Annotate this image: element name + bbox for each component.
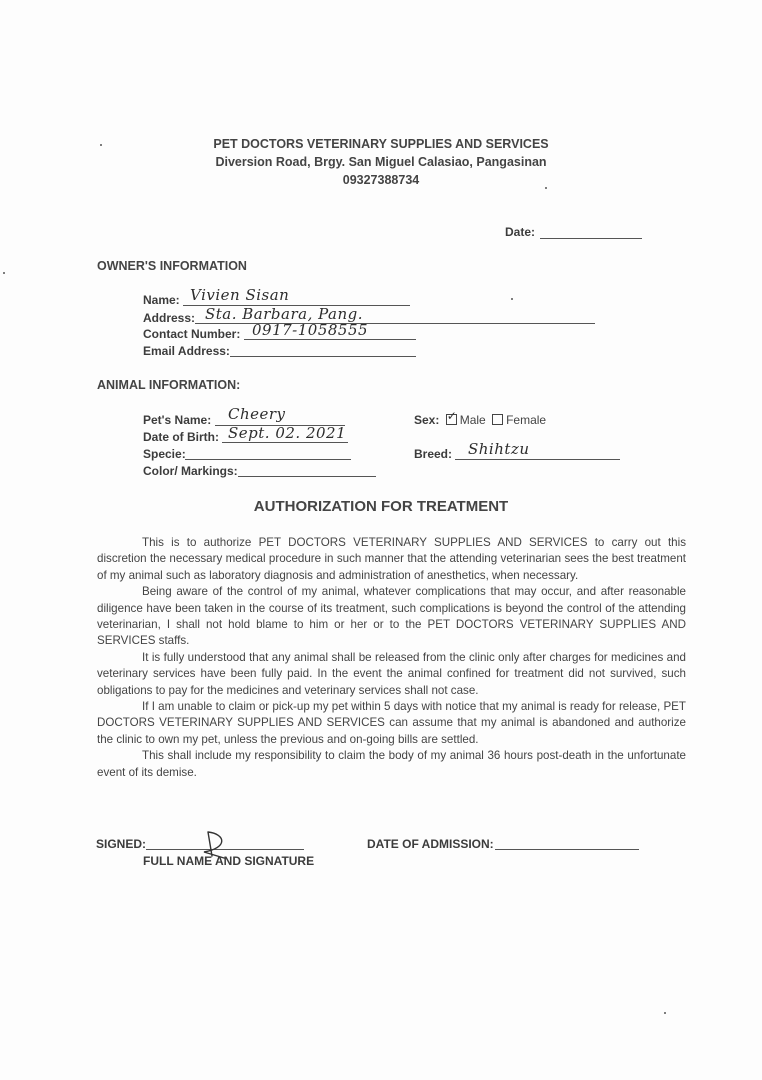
admission-date-label: DATE OF ADMISSION: (367, 837, 494, 851)
scan-speck (545, 187, 547, 189)
authorization-paragraph: It is fully understood that any animal shall be released from the clinic only after charges for medicines and veterinary services have been fully paid. In the event the animal confined for treatment did not survived, such obligations to pay for the medicines and veterinary services shall not case. (97, 650, 686, 697)
scan-speck (3, 272, 5, 274)
dob-label: Date of Birth: (143, 430, 219, 444)
pet-name-label: Pet's Name: (143, 413, 212, 427)
authorization-paragraph: This is to authorize PET DOCTORS VETERINARY SUPPLIES AND SERVICES to carry out this discretion the necessary medical procedure in such manner that the attending veterinarian sees the best treatment of my animal such as laboratory diagnosis and administration of anesthetics, when necessary. (97, 536, 686, 582)
business-name: PET DOCTORS VETERINARY SUPPLIES AND SERVICES (213, 137, 549, 151)
breed-line[interactable] (455, 459, 620, 460)
color-markings-label: Color/ Markings: (143, 464, 238, 478)
scan-speck (664, 1012, 666, 1014)
dob-value: Sept. 02. 2021 (228, 424, 347, 442)
scan-speck (511, 298, 513, 300)
owner-email-line[interactable] (230, 356, 416, 357)
authorization-paragraph: If I am unable to claim or pick-up my pet within 5 days with notice that my animal is ready for release, PET DOCTORS VETERINARY SUPPLIES AND SERVICES can assume that my animal is abandoned and authorize the clinic to own my pet, unless the previous and on-going bills are settled. (97, 700, 686, 746)
animal-section-heading: ANIMAL INFORMATION: (97, 378, 241, 392)
sex-label: Sex: (414, 413, 440, 427)
owner-section-heading: OWNER'S INFORMATION (97, 259, 247, 273)
color-markings-line[interactable] (238, 476, 376, 477)
date-field-line[interactable] (540, 238, 642, 239)
owner-contact-line[interactable] (244, 339, 416, 340)
sex-male-label: Male (459, 413, 486, 427)
sex-female-label: Female (506, 413, 547, 427)
authorization-title: AUTHORIZATION FOR TREATMENT (253, 498, 509, 515)
owner-contact-value: 0917-1058555 (252, 321, 369, 339)
business-address: Diversion Road, Brgy. San Miguel Calasiao, Pangasinan (215, 155, 547, 169)
specie-line[interactable] (185, 459, 351, 460)
owner-address-label: Address: (143, 311, 196, 325)
owner-address-value: Sta. Barbara, Pang. (205, 305, 364, 323)
owner-name-value: Vivien Sisan (190, 286, 290, 304)
signed-label: SIGNED: (96, 837, 147, 851)
admission-date-line[interactable] (495, 849, 639, 850)
sex-male-checkbox[interactable] (446, 414, 457, 425)
business-phone: 09327388734 (342, 173, 420, 187)
scan-speck (100, 144, 102, 146)
breed-value: Shihtzu (468, 440, 530, 458)
specie-label: Specie: (143, 447, 186, 461)
owner-name-label: Name: (143, 293, 180, 307)
authorization-paragraph: This shall include my responsibility to claim the body of my animal 36 hours post-death in the unfortunate event of its demise. (97, 749, 686, 779)
owner-contact-label: Contact Number: (143, 327, 241, 341)
owner-email-label: Email Address: (143, 344, 230, 358)
authorization-paragraph: Being aware of the control of my animal, whatever complications that may occur, and after reasonable diligence have been taken in the course of its treatment, such complications is beyond the control of the attending veterinarian, I shall not hold blame to him or her or to the PET DOCTORS VETERINARY SUPPLIES AND SERVICES staffs. (97, 585, 686, 648)
sex-field (414, 413, 546, 427)
signed-caption: FULL NAME AND SIGNATURE (143, 854, 315, 868)
breed-label: Breed: (414, 447, 453, 461)
pet-name-value: Cheery (228, 405, 286, 423)
sex-female-checkbox[interactable] (492, 414, 503, 425)
dob-line[interactable] (222, 442, 348, 443)
authorization-body (97, 535, 686, 781)
date-label: Date: (505, 225, 536, 239)
